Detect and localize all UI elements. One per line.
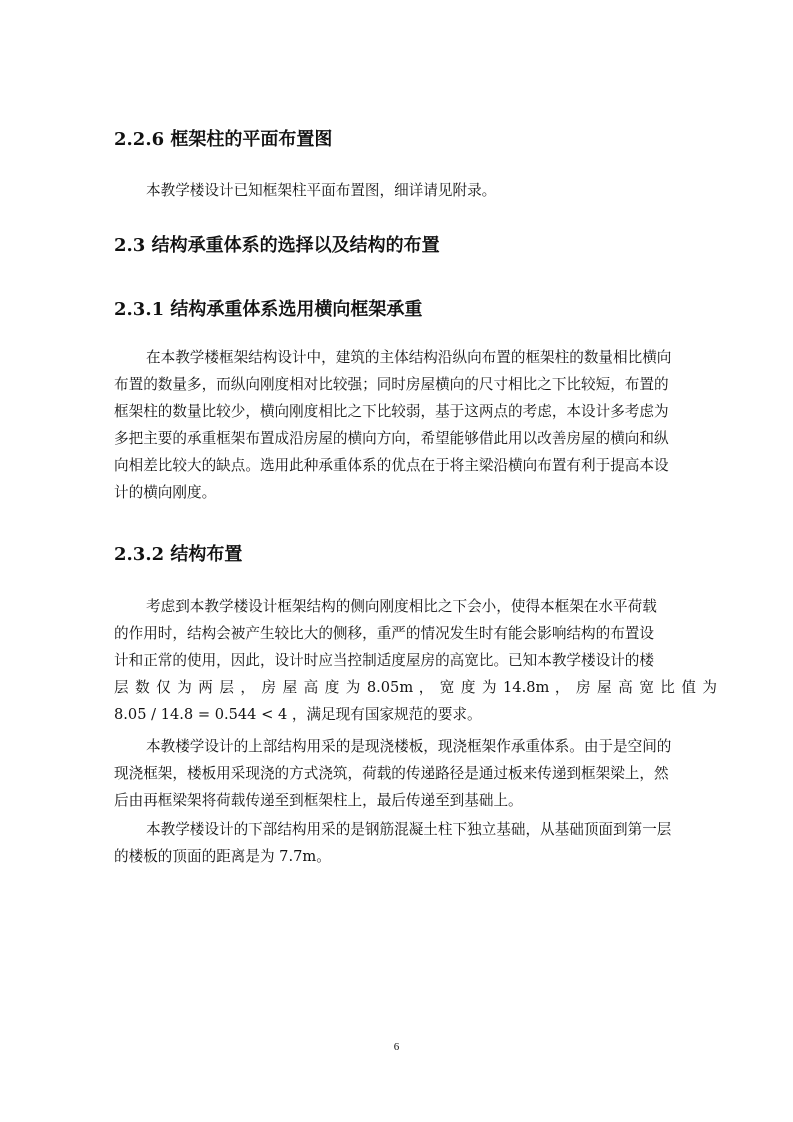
paragraph-2-3-2-a — [114, 593, 720, 728]
paragraph-line: 向相差比较大的缺点。选用此种承重体系的优点在于将主梁沿横向布置有利于提高本设 — [114, 457, 669, 474]
paragraph-line: 的楼板的顶面的距离是为 7.7m。 — [114, 848, 331, 865]
paragraph-line: 计的横向刚度。 — [114, 484, 217, 501]
page-number: 6 — [393, 1041, 400, 1053]
paragraph-line: 的作用时，结构会被产生较比大的侧移，重严的情况发生时有能会影响结构的布置设 — [114, 625, 654, 642]
paragraph-2-3-1 — [114, 344, 720, 506]
paragraph-line: 后由再框梁架将荷载传递至到框架柱上，最后传递至到基础上。 — [114, 792, 523, 809]
paragraph-line: 框架柱的数量比较少，横向刚度相比之下比较弱，基于这两点的考虑，本设计多考虑为 — [114, 403, 669, 420]
paragraph-2-3-2-c — [114, 816, 720, 870]
formula-line: 8.05 / 14.8 = 0.544 < 4 ，满足现有国家规范的要求。 — [114, 706, 482, 723]
paragraph-line: 在本教学楼框架结构设计中，建筑的主体结构沿纵向布置的框架柱的数量相比横向 — [146, 349, 672, 366]
paragraph-2-3-2-b — [114, 733, 720, 814]
heading-2-3: 2.3 结构承重体系的选择以及结构的布置 — [114, 235, 440, 256]
paragraph-line: 计和正常的使用，因此，设计时应当控制适度屋房的高宽比。已知本教学楼设计的楼 — [114, 652, 654, 669]
paragraph-line: 多把主要的承重框架布置成沿房屋的横向方向，希望能够借此用以改善房屋的横向和纵 — [114, 430, 669, 447]
paragraph-line: 本教学楼设计的下部结构用采的是钢筋混凝土柱下独立基础，从基础顶面到第一层 — [146, 821, 672, 838]
paragraph-line: 考虑到本教学楼设计框架结构的侧向刚度相比之下会小，使得本框架在水平荷载 — [146, 598, 657, 615]
heading-2-3-2: 2.3.2 结构布置 — [114, 544, 243, 565]
heading-2-2-6: 2.2.6 框架柱的平面布置图 — [114, 129, 333, 150]
paragraph-line: 本教学楼设计已知框架柱平面布置图，细详请见附录。 — [146, 182, 497, 199]
paragraph-line: 现浇框架，楼板用采现浇的方式浇筑，荷载的传递路径是通过板来传递到框架梁上，然 — [114, 765, 669, 782]
heading-2-3-1: 2.3.1 结构承重体系选用横向框架承重 — [114, 299, 423, 320]
paragraph-line: 本教楼学设计的上部结构用采的是现浇楼板，现浇框架作承重体系。由于是空间的 — [146, 738, 672, 755]
paragraph-line: 层 数 仅 为 两 层 ， 房 屋 高 度 为 8.05m ， 宽 度 为 14.8m ， 房 屋 高 宽 比 值 为 — [114, 679, 717, 696]
paragraph-line: 布置的数量多，而纵向刚度相对比较强；同时房屋横向的尺寸相比之下比较短，布置的 — [114, 376, 669, 393]
paragraph-2-2-6 — [114, 177, 720, 204]
